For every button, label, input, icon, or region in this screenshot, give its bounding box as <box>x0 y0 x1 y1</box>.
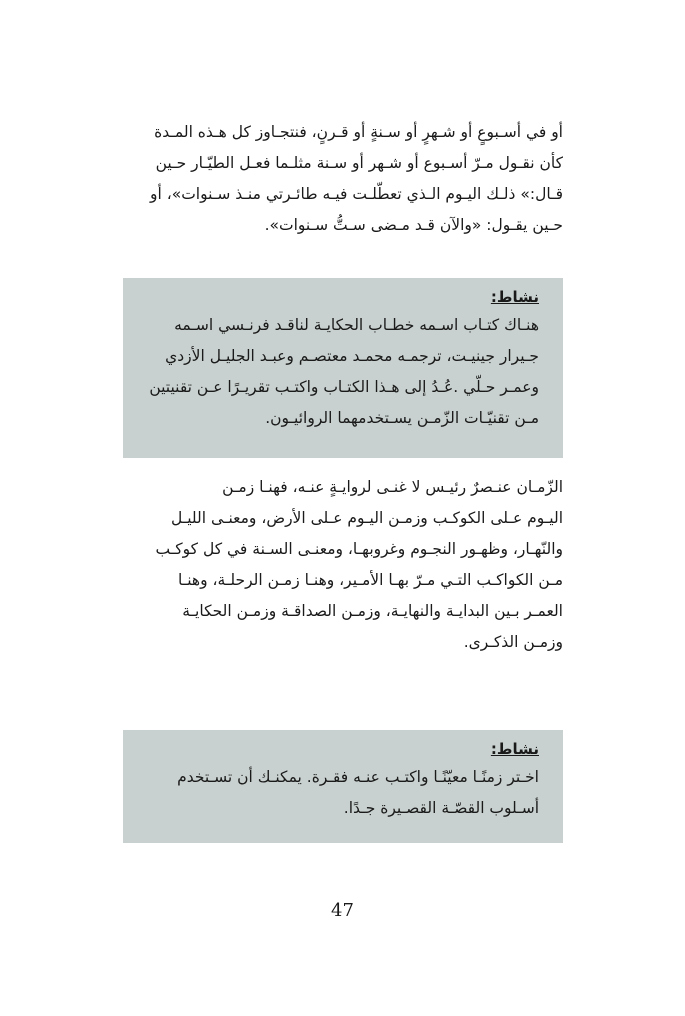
paragraph-1 <box>123 117 563 241</box>
activity-title: نشاط: <box>490 740 539 758</box>
activity-title: نشاط: <box>490 288 539 306</box>
paragraph-2 <box>123 472 563 658</box>
activity-line: جـيرار جينيـت، ترجمـه محمـد معتصـم وعبـد الجليـل الأزدي <box>165 347 539 365</box>
activity-line: اخـتر زمنًـا معيّنًـا واكتـب عنـه فقـرة. يمكنـك أن تسـتخدم <box>177 768 539 786</box>
activity-line: مـن تقنيّـات الزّمـن يسـتخدمهما الروائيـون. <box>265 409 539 427</box>
paragraph-line: وزمـن الذكـرى. <box>463 633 563 651</box>
paragraph-line: والنّهـار، وظهـور النجـوم وغروبهـا، ومعنـى السـنة في كل كوكـب <box>155 540 563 558</box>
activity-line: وعمـر حـلّي .عُـدُ إلى هـذا الكتـاب واكتـب تقريـرًا عـن تقنيتين <box>149 378 539 396</box>
paragraph-line: الزّمـان عنـصرٌ رئيـس لا غنـى لروايـةٍ عنـه، فهنـا زمـن <box>222 478 563 496</box>
paragraph-line: مـن الكواكـب التـي مـرّ بهـا الأمـير، وهنـا زمـن الرحلـة، وهنـا <box>177 571 563 589</box>
activity-box-1 <box>123 278 563 458</box>
activity-line: أسـلوب القصّـة القصـيرة جـدًا. <box>343 799 539 817</box>
activity-box-2 <box>123 730 563 843</box>
activity-line: هنـاك كتـاب اسـمه خطـاب الحكايـة لناقـد فرنـسي اسـمه <box>174 316 539 334</box>
activity-body <box>123 310 563 434</box>
paragraph-line: العمـر بـين البدايـة والنهايـة، وزمـن الصداقـة وزمـن الحكايـة <box>182 602 563 620</box>
activity-body <box>123 762 563 824</box>
page-number: 47 <box>331 900 354 921</box>
paragraph-line: كأن نقـول مـرّ أسـبوع أو شـهر أو سـنة مثلـما فعـل الطيّـار حـين <box>155 154 563 172</box>
paragraph-line: أو في أسـبوعٍ أو شـهرٍ أو سـنةٍ أو قـرنٍ، فنتجـاوز كل هـذه المـدة <box>154 123 563 141</box>
paragraph-line: قـال:» ذلـك اليـوم الـذي تعطّلـت فيـه طائـرتي منـذ سـنوات»، أو <box>150 185 563 203</box>
paragraph-line: اليـوم عـلى الكوكـب وزمـن اليـوم عـلى الأرض، ومعنـى الليـل <box>170 509 563 527</box>
paragraph-line: حـين يقـول: «والآن قـد مـضى سـتُّ سـنوات». <box>264 216 563 234</box>
